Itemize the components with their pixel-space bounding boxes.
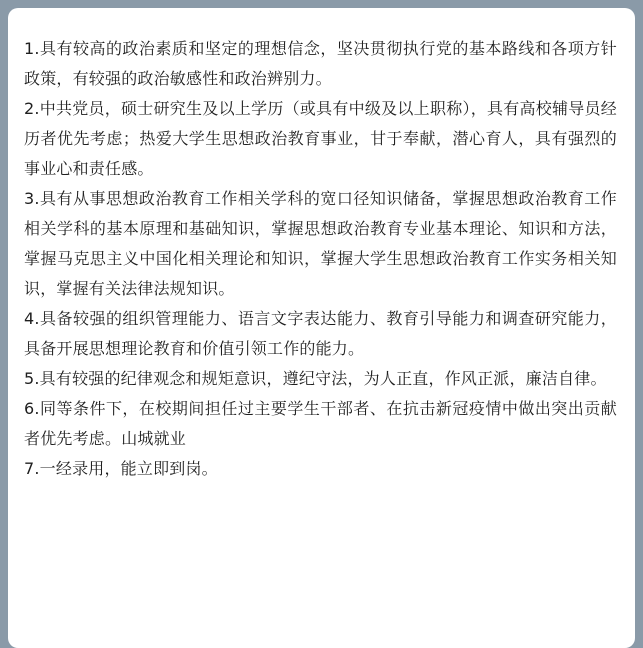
requirement-item-3: 3.具有从事思想政治教育工作相关学科的宽口径知识储备，掌握思想政治教育工作相关学科的基本原理和基础知识，掌握思想政治教育专业基本理论、知识和方法，掌握马克思主义中国化相关理论和知识，掌握大学生思想政治教育工作实务相关知识，掌握有关法律法规知识。 bbox=[24, 189, 617, 298]
requirement-item-6: 6.同等条件下，在校期间担任过主要学生干部者、在抗击新冠疫情中做出突出贡献者优先考虑。山城就业 bbox=[24, 399, 617, 448]
requirement-item-2: 2.中共党员，硕士研究生及以上学历（或具有中级及以上职称），具有高校辅导员经历者优先考虑；热爱大学生思想政治教育事业，甘于奉献，潜心育人，具有强烈的事业心和责任感。 bbox=[24, 99, 617, 178]
requirement-item-5: 5.具有较强的纪律观念和规矩意识，遵纪守法，为人正直，作风正派，廉洁自律。 bbox=[24, 369, 607, 388]
requirement-item-4: 4.具备较强的组织管理能力、语言文字表达能力、教育引导能力和调查研究能力，具备开展思想理论教育和价值引领工作的能力。 bbox=[24, 309, 617, 358]
requirements-card bbox=[8, 8, 635, 648]
requirement-item-7: 7.一经录用，能立即到岗。 bbox=[24, 459, 218, 478]
requirement-item-1: 1.具有较高的政治素质和坚定的理想信念，坚决贯彻执行党的基本路线和各项方针政策，有较强的政治敏感性和政治辨别力。 bbox=[24, 39, 617, 88]
